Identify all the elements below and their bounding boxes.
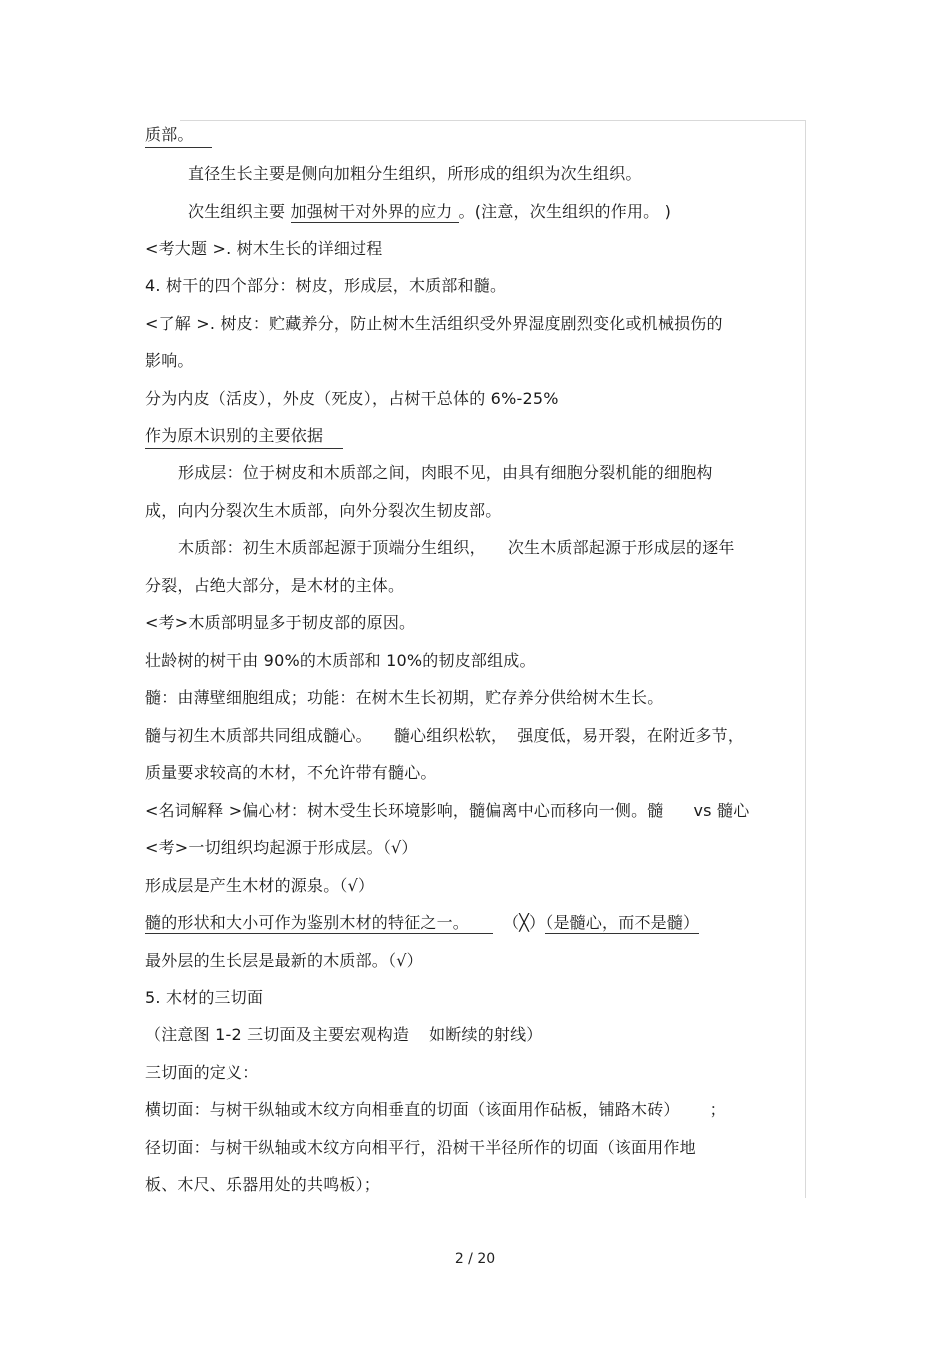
text: （注意图 1-2 三切面及主要宏观构造: [145, 1025, 410, 1044]
text-line-6: <了解 >. 树皮：贮藏养分，防止树木生活组织受外界湿度剧烈变化或机械损伤的: [145, 314, 723, 333]
text: 次生木质部起源于形成层的逐年: [507, 538, 735, 557]
text-line-17: [145, 725, 744, 747]
text-line-28: 径切面：与树干纵轴或木纹方向相平行，沿树干半径所作的切面（该面用作地: [145, 1138, 696, 1157]
text-line-10: 形成层：位于树皮和木质部之间，肉眼不见，由具有细胞分裂机能的细胞构: [178, 463, 713, 482]
text-line-7: 影响。: [145, 351, 194, 370]
text: 。(注意，次生组织的作用。 ): [458, 202, 672, 221]
text-line-11: 成，向内分裂次生木质部，向外分裂次生韧皮部。: [145, 501, 502, 520]
text: 髓与初生木质部共同组成髓心。: [145, 726, 372, 745]
text: <名词解释 >偏心材：树木受生长环境影响，髓偏离中心而移向一侧。髓: [145, 801, 664, 820]
underlined-text: 髓的形状和大小可作为鉴别木材的特征之一。: [145, 913, 493, 934]
text-line-12: [178, 537, 735, 559]
text: 作为原木识别的主要依据: [145, 426, 324, 445]
text-line-15: 壮龄树的树干由 90%的木质部和 10%的韧皮部组成。: [145, 651, 536, 670]
text-line-13: 分裂，占绝大部分，是木材的主体。: [145, 576, 405, 595]
text-line-27: [145, 1099, 726, 1121]
text-line-22: [145, 912, 699, 934]
underlined-text: （是髓心，而不是髓）: [545, 913, 700, 932]
text-line-5: 4. 树干的四个部分：树皮，形成层，木质部和髓。: [145, 276, 507, 295]
text-line-29: 板、木尺、乐器用处的共鸣板）；: [145, 1175, 381, 1194]
text: 横切面：与树干纵轴或木纹方向相垂直的切面（该面用作砧板，铺路木砖）: [145, 1100, 680, 1119]
text: 如断续的射线）: [429, 1025, 543, 1044]
text: ；: [709, 1100, 726, 1119]
frame-top-rule: [180, 120, 806, 121]
text-line-3: [188, 201, 671, 223]
page-number: 2 / 20: [454, 1251, 496, 1267]
text-line-2: 直径生长主要是侧向加粗分生组织，所形成的组织为次生组织。: [188, 164, 642, 183]
text-line-24: 5. 木材的三切面: [145, 988, 264, 1007]
text-line-16: 髓：由薄壁细胞组成；功能：在树木生长初期，贮存养分供给树木生长。: [145, 688, 664, 707]
text-line-25: [145, 1024, 543, 1046]
text-line-23: 最外层的生长层是最新的木质部。（√）: [145, 951, 423, 970]
text-line-20: <考>一切组织均起源于形成层。（√）: [145, 838, 418, 857]
text-line-8: 分为内皮（活皮），外皮（死皮），占树干总体的 6%-25%: [145, 389, 559, 408]
text-line-26: 三切面的定义：: [145, 1063, 259, 1082]
text: 次生组织主要: [188, 202, 286, 221]
text-line-1: [145, 124, 212, 148]
text: 强度低，易开裂，在附近多节，: [517, 726, 745, 745]
text: 髓心组织松软，: [393, 726, 508, 745]
underlined-text: 加强树干对外界的应力: [291, 202, 459, 223]
text-line-4: <考大题 >. 树木生长的详细过程: [145, 239, 383, 258]
text: vs 髓心: [693, 801, 750, 820]
text: 木质部：初生木质部起源于顶端分生组织，: [178, 538, 486, 557]
frame-right-rule: [805, 120, 806, 1198]
text-line-21: 形成层是产生木材的源泉。（√）: [145, 876, 375, 895]
text-line-18: 质量要求较高的木材，不允许带有髓心。: [145, 763, 437, 782]
text-line-14: <考>木质部明显多于韧皮部的原因。: [145, 613, 416, 632]
text-line-19: [145, 800, 749, 822]
text: 质部。: [145, 125, 194, 144]
text-line-9: [145, 425, 343, 449]
text: （╳）: [503, 913, 546, 932]
